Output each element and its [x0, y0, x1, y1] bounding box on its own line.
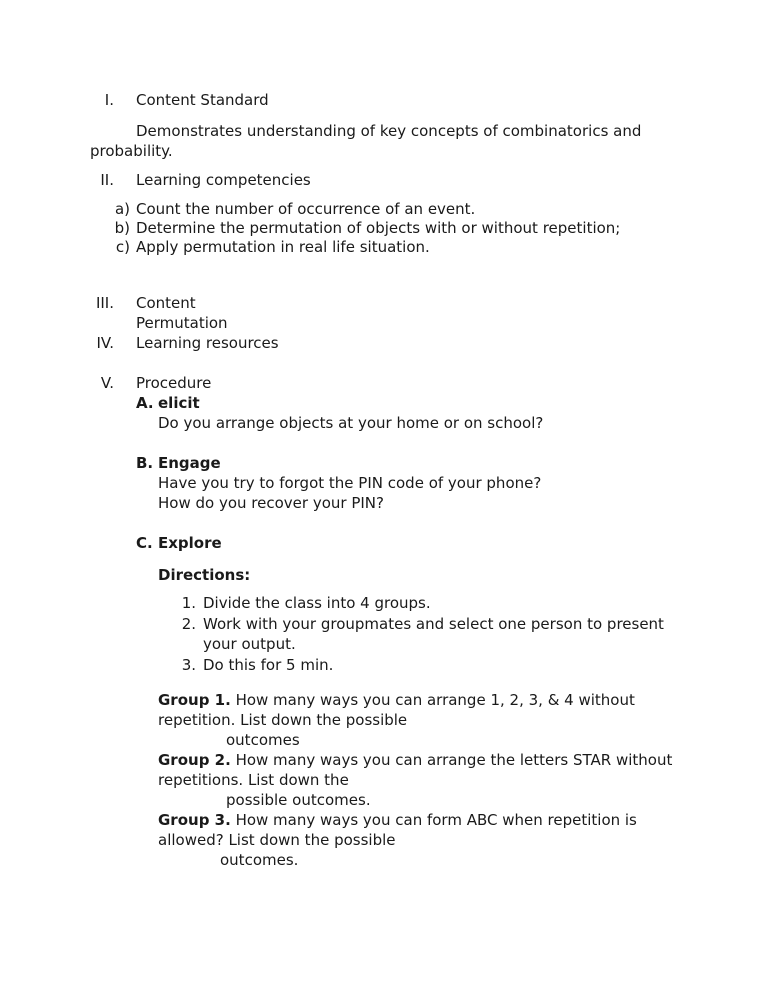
- list-item: Apply permutation in real life situation.: [136, 238, 430, 256]
- partB-text-2: How do you recover your PIN?: [158, 494, 384, 512]
- group-1-line1: [158, 690, 635, 710]
- partA-text: Do you arrange objects at your home or on school?: [158, 414, 544, 432]
- partA-title: elicit: [158, 394, 200, 412]
- step-text: Do this for 5 min.: [203, 656, 334, 674]
- group-text: How many ways you can arrange 1, 2, 3, & 4 without: [230, 691, 635, 709]
- group-2-line2: repetitions. List down the: [158, 771, 349, 789]
- partC-title: Explore: [158, 534, 222, 552]
- group-label: Group 3.: [158, 811, 231, 829]
- section1-title: Content Standard: [136, 91, 269, 109]
- group-2-line1: [158, 750, 672, 770]
- list-item: Determine the permutation of objects with or without repetition;: [136, 219, 621, 237]
- list-marker: b): [114, 219, 130, 237]
- partB-title: Engage: [158, 454, 221, 472]
- group-1-line3: outcomes: [226, 731, 300, 749]
- group-2-line3: possible outcomes.: [226, 791, 371, 809]
- section3-subtitle: Permutation: [136, 314, 228, 332]
- group-3-line1: [158, 810, 637, 830]
- step-number: 1.: [181, 594, 196, 612]
- step-number: 2.: [181, 615, 196, 633]
- section1-text-cont: probability.: [90, 142, 173, 160]
- section5-numeral: V.: [100, 374, 114, 392]
- section3-title: Content: [136, 294, 196, 312]
- group-1-line2: repetition. List down the possible: [158, 711, 408, 729]
- group-label: Group 2.: [158, 751, 231, 769]
- step-number: 3.: [181, 656, 196, 674]
- section3-numeral: III.: [95, 294, 114, 312]
- section4-title: Learning resources: [136, 334, 279, 352]
- list-item: Count the number of occurrence of an event.: [136, 200, 476, 218]
- section5-title: Procedure: [136, 374, 212, 392]
- group-3-line2: allowed? List down the possible: [158, 831, 396, 849]
- partC-marker: C.: [136, 534, 153, 552]
- section2-title: Learning competencies: [136, 171, 311, 189]
- list-marker: a): [114, 200, 130, 218]
- partB-marker: B.: [136, 454, 154, 472]
- list-marker: c): [115, 238, 130, 256]
- section1-text: Demonstrates understanding of key concepts of combinatorics and: [136, 122, 642, 140]
- step-text: Divide the class into 4 groups.: [203, 594, 431, 612]
- step-text-cont: your output.: [203, 635, 296, 653]
- group-3-line3: outcomes.: [220, 851, 299, 869]
- section4-numeral: IV.: [96, 334, 114, 352]
- directions-label: Directions:: [158, 566, 251, 584]
- group-text: How many ways you can form ABC when repetition is: [230, 811, 637, 829]
- section2-numeral: II.: [100, 171, 114, 189]
- partB-text-1: Have you try to forgot the PIN code of your phone?: [158, 474, 542, 492]
- step-text: Work with your groupmates and select one person to present: [203, 615, 664, 633]
- partA-marker: A.: [136, 394, 154, 412]
- group-label: Group 1.: [158, 691, 231, 709]
- section1-numeral: I.: [104, 91, 114, 109]
- group-text: How many ways you can arrange the letters STAR without: [230, 751, 673, 769]
